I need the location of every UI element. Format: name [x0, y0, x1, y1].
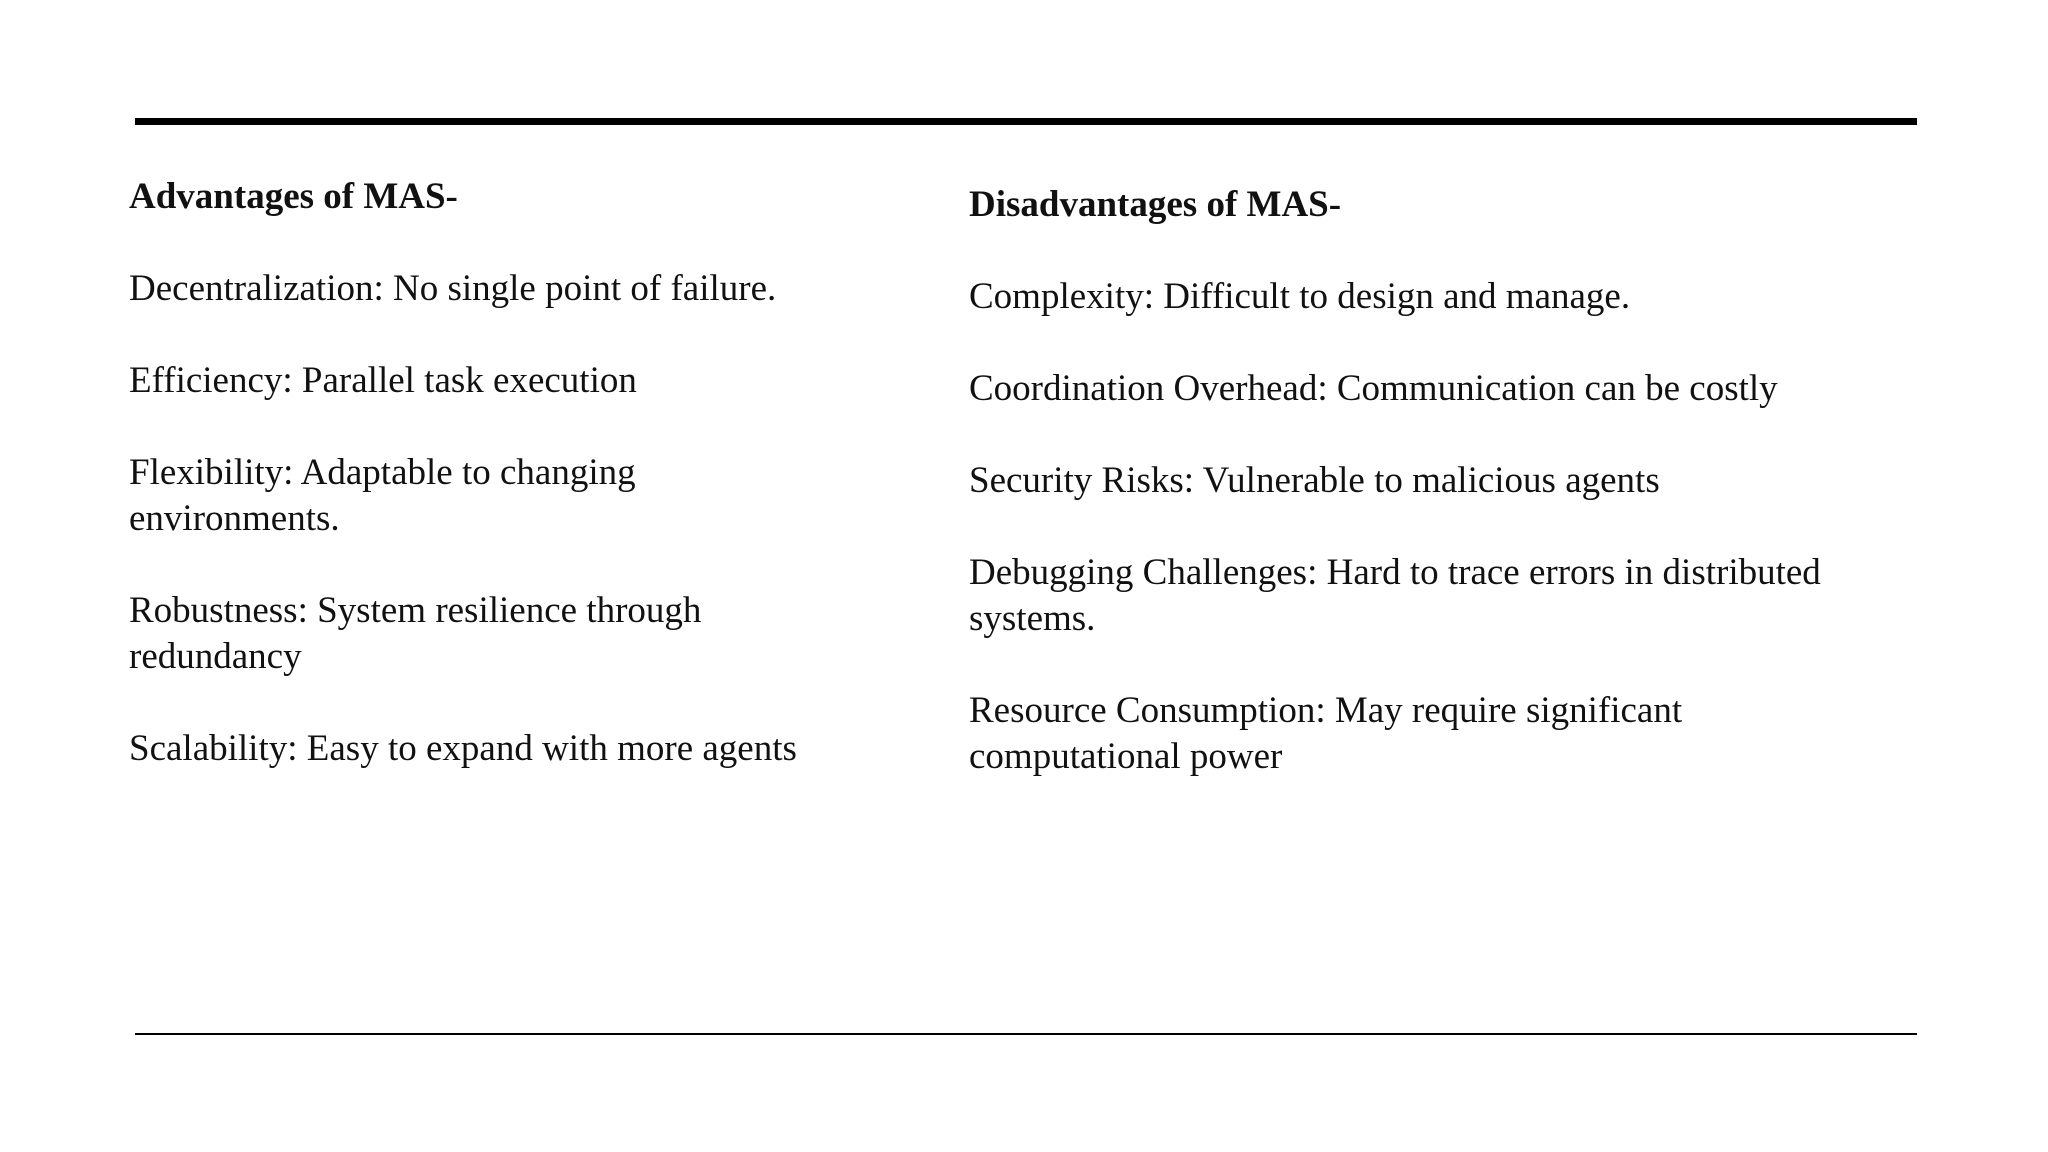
disadvantage-item: Coordination Overhead: Communication can be costly: [969, 368, 1778, 409]
advantage-item: Flexibility: Adaptable to changing environments.: [129, 452, 636, 539]
advantage-item: Robustness: System resilience through redundancy: [129, 590, 702, 677]
advantages-heading: Advantages of MAS-: [129, 176, 458, 217]
disadvantage-item: Resource Consumption: May require significant computational power: [969, 690, 1683, 777]
disadvantages-column: [969, 182, 1909, 826]
advantages-column: [129, 174, 889, 818]
disadvantage-item: Complexity: Difficult to design and manage.: [969, 276, 1631, 317]
advantage-item: Decentralization: No single point of failure.: [129, 268, 777, 309]
bottom-divider: [135, 1033, 1917, 1035]
disadvantage-item: Security Risks: Vulnerable to malicious agents: [969, 460, 1660, 501]
advantage-item: Efficiency: Parallel task execution: [129, 360, 637, 401]
top-divider: [135, 118, 1917, 125]
disadvantage-item: Debugging Challenges: Hard to trace errors in distributed systems.: [969, 552, 1821, 639]
disadvantages-heading: Disadvantages of MAS-: [969, 184, 1342, 225]
advantage-item: Scalability: Easy to expand with more agents: [129, 728, 797, 769]
